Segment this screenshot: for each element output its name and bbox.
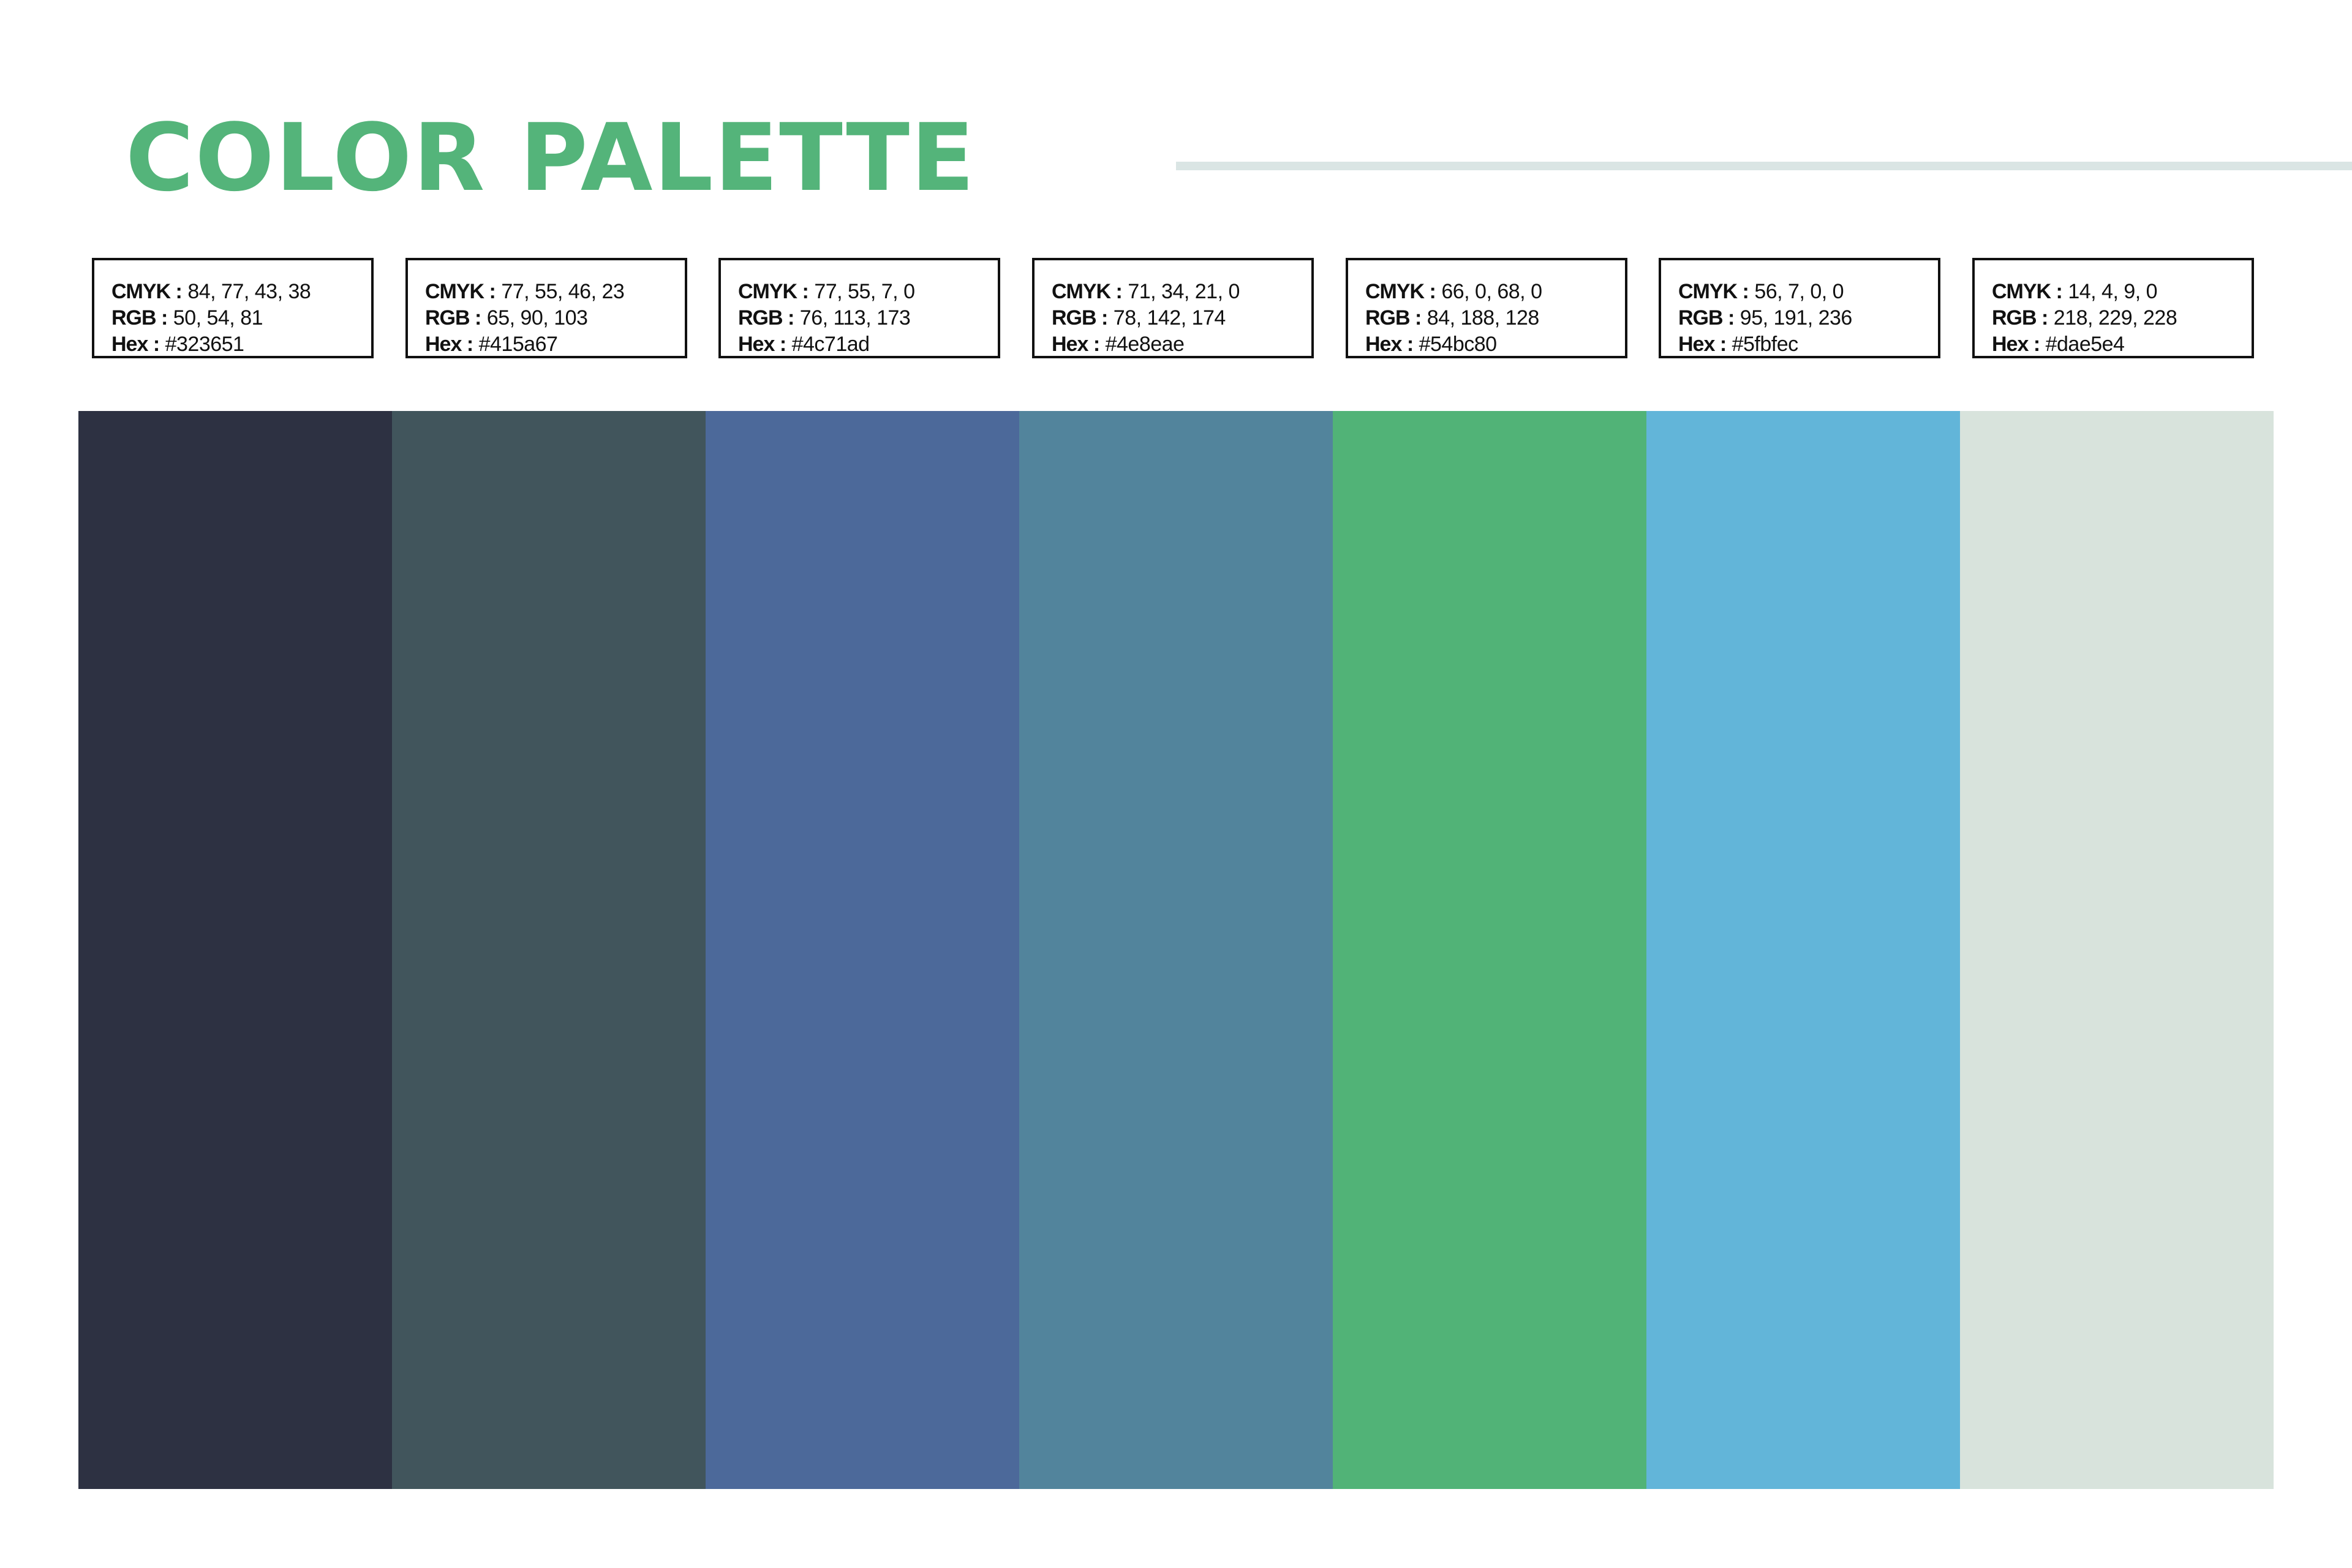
cmyk-line [738, 279, 998, 305]
rgb-value: 76, 113, 173 [799, 306, 911, 330]
rgb-line [1992, 305, 2252, 331]
cmyk-value: 66, 0, 68, 0 [1441, 280, 1542, 303]
hex-label: Hex : [1365, 333, 1414, 356]
color-swatch-4 [1019, 411, 1333, 1489]
color-swatch-6 [1646, 411, 1960, 1489]
color-info-box-3 [718, 258, 1000, 358]
cmyk-value: 71, 34, 21, 0 [1128, 280, 1240, 303]
rgb-value: 218, 229, 228 [2053, 306, 2177, 330]
color-info-box-7 [1972, 258, 2254, 358]
cmyk-value: 14, 4, 9, 0 [2068, 280, 2158, 303]
cmyk-value: 56, 7, 0, 0 [1754, 280, 1844, 303]
hex-value: #323651 [165, 333, 244, 356]
hex-value: #415a67 [478, 333, 558, 356]
hex-label: Hex : [1052, 333, 1100, 356]
hex-value: #4c71ad [791, 333, 870, 356]
hex-line [738, 331, 998, 358]
cmyk-label: CMYK : [1365, 280, 1436, 303]
color-swatch-3 [706, 411, 1019, 1489]
hex-line [425, 331, 685, 358]
rgb-line [1365, 305, 1625, 331]
rgb-value: 65, 90, 103 [486, 306, 588, 330]
page-title: COLOR PALETTE [126, 104, 976, 212]
hex-line [111, 331, 371, 358]
rgb-value: 50, 54, 81 [173, 306, 263, 330]
color-swatch-7 [1960, 411, 2274, 1489]
swatch-row [78, 411, 2274, 1489]
cmyk-value: 77, 55, 46, 23 [501, 280, 625, 303]
rgb-label: RGB : [425, 306, 481, 330]
rgb-line [111, 305, 371, 331]
color-swatch-2 [392, 411, 706, 1489]
hex-label: Hex : [738, 333, 786, 356]
rgb-label: RGB : [1052, 306, 1108, 330]
rgb-label: RGB : [1678, 306, 1735, 330]
header-rule [1176, 162, 2352, 170]
cmyk-value: 84, 77, 43, 38 [187, 280, 311, 303]
cmyk-label: CMYK : [1678, 280, 1749, 303]
cmyk-label: CMYK : [738, 280, 809, 303]
cmyk-label: CMYK : [1992, 280, 2062, 303]
cmyk-line [1365, 279, 1625, 305]
cmyk-line [425, 279, 685, 305]
hex-line [1678, 331, 1938, 358]
hex-label: Hex : [425, 333, 473, 356]
rgb-label: RGB : [1365, 306, 1422, 330]
hex-line [1992, 331, 2252, 358]
rgb-value: 78, 142, 174 [1113, 306, 1226, 330]
cmyk-line [1992, 279, 2252, 305]
hex-line [1365, 331, 1625, 358]
rgb-label: RGB : [111, 306, 168, 330]
cmyk-line [111, 279, 371, 305]
cmyk-label: CMYK : [111, 280, 182, 303]
color-info-box-1 [92, 258, 374, 358]
color-info-box-2 [405, 258, 687, 358]
color-swatch-5 [1333, 411, 1646, 1489]
rgb-label: RGB : [1992, 306, 2048, 330]
rgb-line [1678, 305, 1938, 331]
color-swatch-1 [78, 411, 392, 1489]
hex-line [1052, 331, 1311, 358]
hex-value: #54bc80 [1419, 333, 1497, 356]
rgb-line [425, 305, 685, 331]
color-info-box-6 [1659, 258, 1940, 358]
hex-value: #5fbfec [1732, 333, 1798, 356]
hex-label: Hex : [1678, 333, 1727, 356]
color-info-box-4 [1032, 258, 1314, 358]
rgb-line [738, 305, 998, 331]
cmyk-label: CMYK : [1052, 280, 1122, 303]
hex-label: Hex : [111, 333, 160, 356]
cmyk-value: 77, 55, 7, 0 [814, 280, 915, 303]
cmyk-label: CMYK : [425, 280, 496, 303]
rgb-value: 95, 191, 236 [1740, 306, 1852, 330]
rgb-value: 84, 188, 128 [1427, 306, 1539, 330]
hex-value: #dae5e4 [2045, 333, 2125, 356]
rgb-line [1052, 305, 1311, 331]
cmyk-line [1678, 279, 1938, 305]
color-info-box-5 [1346, 258, 1627, 358]
cmyk-line [1052, 279, 1311, 305]
rgb-label: RGB : [738, 306, 794, 330]
hex-value: #4e8eae [1105, 333, 1185, 356]
hex-label: Hex : [1992, 333, 2040, 356]
